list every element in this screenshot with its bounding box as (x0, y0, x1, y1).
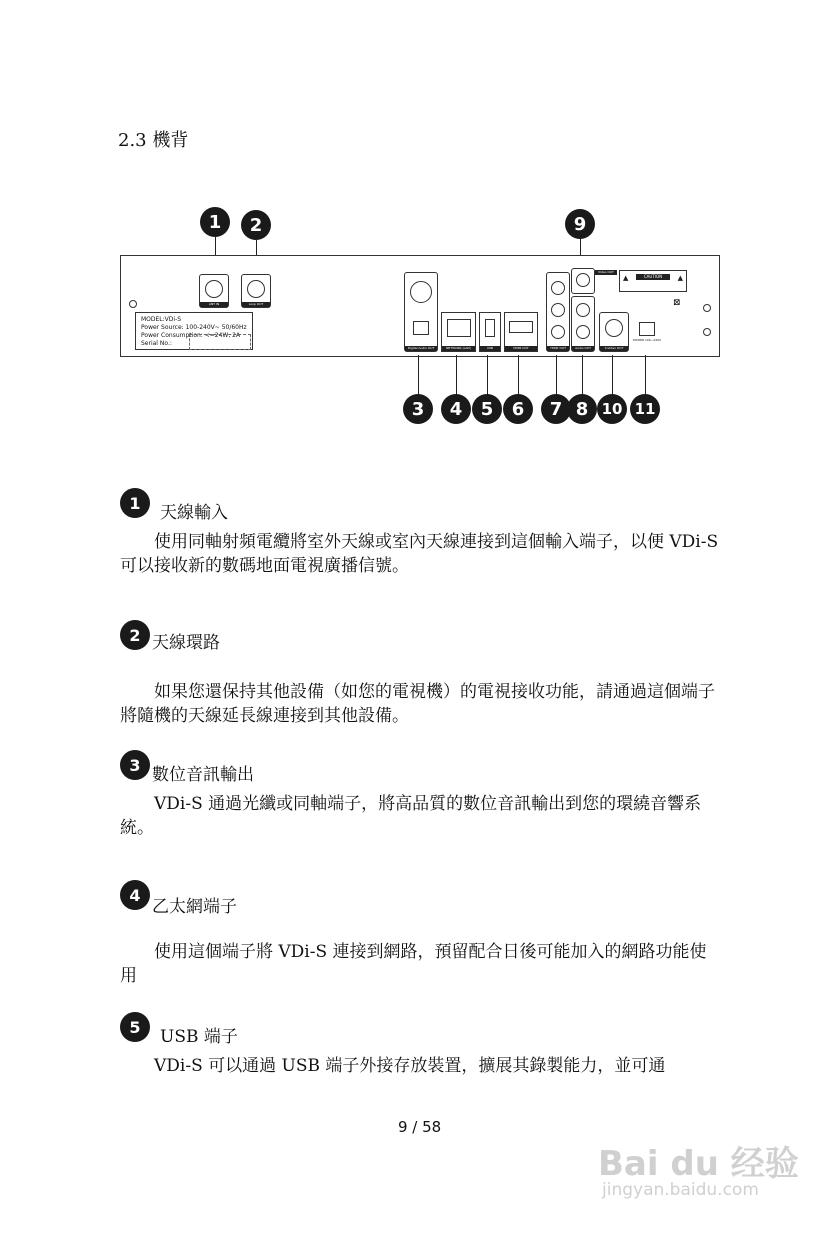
port-label: POWER 100~240V (632, 338, 662, 342)
item-description: 使用這個端子將 VDi-S 連接到網路，預留配合日後可能加入的網路功能使用 (120, 942, 707, 986)
callout-1: 1 (200, 207, 230, 237)
item-number-badge: 3 (120, 750, 150, 780)
serial-line: Serial No.: (141, 340, 172, 347)
leader-line (556, 355, 557, 397)
coax-connector-icon (205, 280, 223, 298)
serial-field (189, 334, 251, 350)
item-description: VDi-S 通過光纖或同軸端子，將高品質的數位音訊輸出到您的環繞音響系統。 (120, 794, 702, 838)
section-title: 2.3 機背 (118, 130, 189, 151)
port-label: Video OUT (595, 270, 617, 275)
item-number-badge: 1 (120, 488, 150, 518)
rca-jack-icon (551, 303, 565, 317)
leader-line (645, 355, 646, 397)
item-description: 使用同軸射頻電纜將室外天線或室內天線連接到這個輸入端子，以便 VDi-S 可以接收新的數碼地面電視廣播信號。 (120, 532, 719, 576)
port-label: Audio OUT (572, 346, 594, 351)
hdmi-jack-icon (509, 321, 533, 333)
rear-panel-diagram (120, 205, 720, 435)
item-description: VDi-S 可以通過 USB 端子外接存放裝置，擴展其錄製能力，並可通 (154, 1056, 666, 1076)
item-title: USB 端子 (160, 1027, 238, 1047)
callout-10: 10 (597, 394, 627, 424)
leader-line (518, 355, 519, 397)
port-label: NETWORK (LAN) (442, 346, 475, 351)
watermark-logo: Bai du 经验 (598, 1144, 799, 1184)
rca-jack-icon (576, 325, 590, 339)
device-rear-panel (120, 255, 720, 357)
warning-triangle-icon: ▲ (677, 274, 683, 282)
page-number: 9 / 58 (398, 1118, 442, 1136)
callout-2: 2 (241, 210, 271, 240)
power-socket (639, 322, 655, 336)
svideo-jack-icon (605, 319, 623, 337)
usb-jack-icon (485, 319, 495, 337)
power-consumption-line: Power Consumption: <=24W, 2A (141, 332, 241, 339)
ypbpr-port (546, 272, 570, 352)
coaxial-jack-icon (410, 281, 432, 303)
audio-out-port (571, 296, 595, 352)
rca-jack-icon (551, 281, 565, 295)
hdmi-port (504, 312, 538, 352)
callout-5: 5 (472, 394, 502, 424)
rca-jack-icon (576, 273, 590, 287)
model-line: MODEL:VDi-S (141, 316, 182, 323)
callout-8: 8 (567, 394, 597, 424)
screw-icon (703, 304, 711, 312)
caution-label (619, 270, 687, 292)
coax-connector-icon (247, 280, 265, 298)
weee-bin-icon: ⊠ (673, 298, 681, 308)
loop-out-port (241, 274, 271, 308)
leader-line (612, 355, 613, 397)
callout-4: 4 (441, 394, 471, 424)
screw-icon (703, 328, 711, 336)
item-number-badge: 5 (120, 1012, 150, 1042)
rca-jack-icon (576, 303, 590, 317)
optical-jack-icon (413, 321, 429, 335)
warning-triangle-icon: ▲ (623, 274, 629, 282)
callout-6: 6 (503, 394, 533, 424)
port-label: S-Video OUT (600, 346, 628, 351)
power-source-line: Power Source: 100-240V~ 50/60Hz (141, 324, 247, 331)
callout-3: 3 (403, 394, 433, 424)
callout-7: 7 (541, 394, 571, 424)
item-title: 天線環路 (152, 633, 220, 653)
item-number-badge: 4 (120, 880, 150, 910)
item-title: 乙太網端子 (152, 897, 237, 917)
rj45-jack-icon (447, 319, 471, 337)
port-label: USB (480, 346, 500, 351)
usb-port (479, 312, 501, 352)
video-out-port (571, 268, 595, 294)
item-description: 如果您還保持其他設備（如您的電視機）的電視接收功能，請通過這個端子將隨機的天線延長線連接到其他設備。 (120, 682, 715, 726)
svideo-port (599, 312, 629, 352)
item-number-badge: 2 (120, 620, 150, 650)
port-label: YPbPr OUT (547, 346, 569, 351)
rf-in-port (199, 274, 229, 308)
item-title: 數位音訊輸出 (152, 765, 254, 785)
port-label: HDMI OUT (505, 346, 537, 351)
callout-9: 9 (565, 209, 595, 239)
caution-title: CAUTION (636, 274, 670, 280)
leader-line (456, 355, 457, 397)
rca-jack-icon (551, 325, 565, 339)
watermark-url: jingyan.baidu.com (602, 1180, 759, 1200)
port-label: Loop OUT (242, 302, 270, 307)
port-label: ANT IN (200, 302, 228, 307)
leader-line (487, 355, 488, 397)
leader-line (418, 355, 419, 397)
port-label: Digital Audio OUT (405, 346, 437, 351)
item-title: 天線輸入 (160, 503, 228, 523)
screw-icon (129, 300, 137, 308)
network-port (441, 312, 476, 352)
leader-line (582, 355, 583, 397)
digital-audio-port (404, 272, 438, 352)
callout-11: 11 (630, 394, 660, 424)
